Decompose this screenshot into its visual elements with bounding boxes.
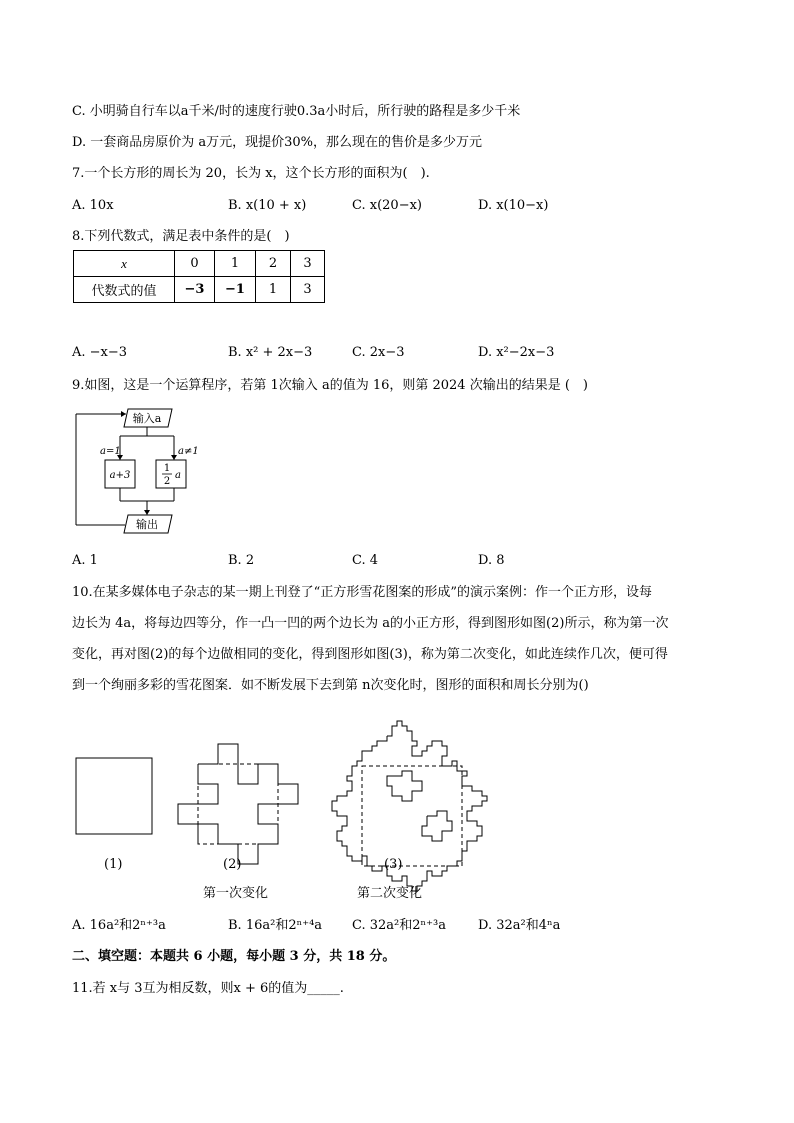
q10-line3: 变化，再对图(2)的每个边做相同的变化，得到图形如图(3)，称为第二次变化，如此连续作几次，便可得 (72, 647, 668, 662)
table-cell: 2 (256, 251, 291, 277)
fig2-shape (178, 744, 298, 864)
q7-option-b: B. x(10 + x) (228, 198, 307, 213)
table-row (74, 277, 325, 303)
flow-box-left-label: a+3 (109, 470, 131, 481)
section-2-heading: 二、填空题：本题共 6 小题，每小题 3 分，共 18 分。 (72, 949, 396, 964)
q10-line2: 边长为 4a，将每边四等分，作一凸一凹的两个边长为 a的小正方形，得到图形如图(2)所示，称为第一次 (72, 616, 669, 631)
table-cell: −3 (175, 277, 215, 303)
table-header-x: x (74, 251, 175, 277)
table-cell: −1 (215, 277, 256, 303)
flow-output-label: 输出 (136, 518, 158, 531)
fig3-inner-notch (422, 811, 452, 841)
fig1-label: (1) (104, 857, 123, 872)
flow-cond-left: a=1 (100, 446, 121, 457)
q9-option-d: D. 8 (478, 553, 505, 568)
flow-arrow (121, 411, 126, 417)
q6-option-c: C. 小明骑自行车以a千米/时的速度行驶0.3a小时后，所行驶的路程是多少千米 (72, 104, 521, 119)
flow-frac-num: 1 (163, 463, 171, 474)
q7-option-a: A. 10x (72, 198, 114, 213)
q10-line1: 10.在某多媒体电子杂志的某一期上刊登了“正方形雪花图案的形成”的演示案例：作一个正方形，设每 (72, 585, 652, 600)
q8-option-d: D. x²−2x−3 (478, 345, 555, 360)
fig3-caption: 第二次变化 (357, 886, 423, 901)
q9-stem: 9.如图，这是一个运算程序，若第 1次输入 a的值为 16，则第 2024 次输出的结果是 ( ) (72, 378, 588, 393)
q10-option-a: A. 16a²和2ⁿ⁺³a (72, 918, 166, 933)
q7-stem: 7.一个长方形的周长为 20，长为 x，这个长方形的面积为( ). (72, 166, 430, 181)
fig2-label: (2) (223, 857, 242, 872)
fig3-shape (332, 721, 487, 891)
table-cell: 3 (291, 277, 325, 303)
q10-option-b: B. 16a²和2ⁿ⁺⁴a (228, 918, 323, 933)
fig2-caption: 第一次变化 (203, 886, 269, 901)
q10-figures (70, 710, 500, 900)
q10-option-d: D. 32a²和4ⁿa (478, 918, 561, 933)
table-cell: 0 (175, 251, 215, 277)
q8-option-b: B. x² + 2x−3 (228, 345, 313, 360)
q10-line4: 到一个绚丽多彩的雪花图案．如不断发展下去到第 n次变化时，图形的面积和周长分别为() (72, 678, 589, 693)
flow-frac-den: 2 (163, 476, 171, 487)
fig1-square (76, 758, 152, 834)
q6-option-d: D. 一套商品房原价为 a万元，现提价30%，那么现在的售价是多少万元 (72, 135, 483, 150)
fig2-outline (178, 744, 298, 864)
table-cell: 1 (215, 251, 256, 277)
q11-stem: 11.若 x与 3互为相反数，则x + 6的值为_____. (72, 981, 344, 996)
fig3-label: (3) (384, 857, 403, 872)
flow-cond-right: a≠1 (178, 446, 199, 457)
q7-option-c: C. x(20−x) (352, 198, 422, 213)
fig3-inner-notch (387, 771, 422, 801)
flow-input-label: 输入a (132, 412, 162, 425)
q8-option-c: C. 2x−3 (352, 345, 405, 360)
q9-option-b: B. 2 (228, 553, 255, 568)
q8-stem: 8.下列代数式，满足表中条件的是( ) (72, 229, 290, 244)
q8-table (73, 250, 325, 303)
table-row (74, 251, 325, 277)
flow-arrow (144, 510, 150, 515)
flow-frac-var: a (175, 470, 181, 481)
q10-option-c: C. 32a²和2ⁿ⁺³a (352, 918, 446, 933)
q7-option-d: D. x(10−x) (478, 198, 549, 213)
q9-option-a: A. 1 (72, 553, 98, 568)
q9-flowchart (70, 405, 210, 540)
q9-option-c: C. 4 (352, 553, 379, 568)
flow-arrow (171, 455, 177, 460)
q8-option-a: A. −x−3 (72, 345, 128, 360)
table-cell: 1 (256, 277, 291, 303)
table-header-expr: 代数式的值 (74, 277, 175, 303)
table-cell: 3 (291, 251, 325, 277)
